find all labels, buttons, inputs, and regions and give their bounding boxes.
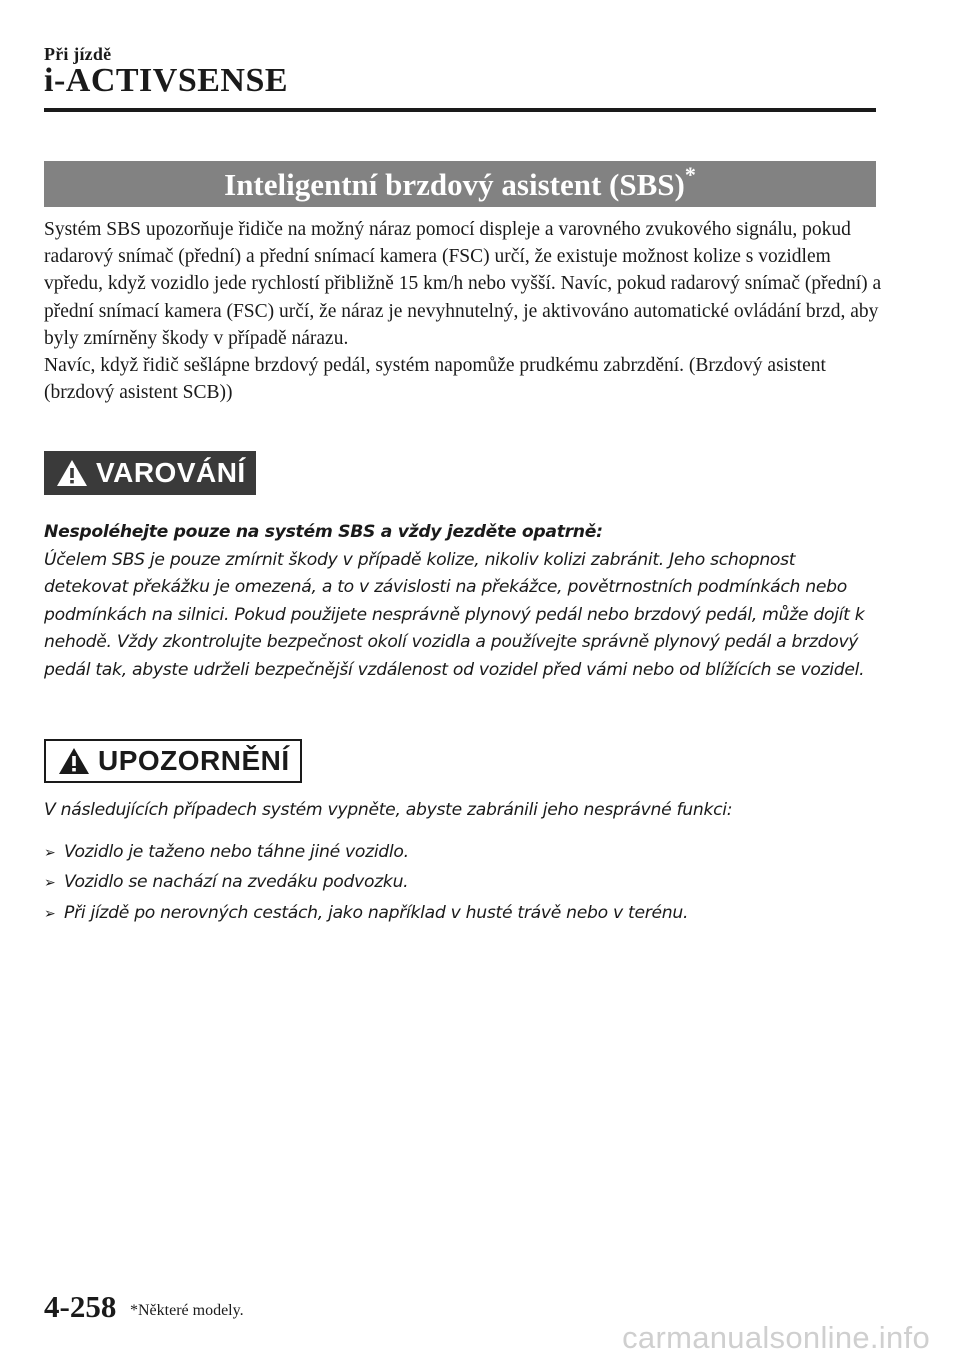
warning-label [44,451,256,495]
warning-heading: Nespoléhejte pouze na systém SBS a vždy jezděte opatrně: [44,522,603,542]
caution-label-text: UPOZORNĚNÍ [98,745,290,776]
page-number: 4-258 [44,1289,117,1324]
intro-paragraph-2: Navíc, když řidič sešlápne brzdový pedál, systém napomůže prudkému zabrzdění. (Brzdový asistent (brzdový asistent SCB)) [44,355,826,404]
arrow-bullet-icon: ➢ [44,875,56,891]
section-title-band [44,161,876,207]
intro-paragraph: Systém SBS upozorňuje řidiče na možný náraz pomocí displeje a varovného zvukového signálu, pokud radarový snímač (přední) a přední snímací kamera (FSC) určí, že existuje možnost kolize s vozidlem vpředu, když vozidlo jede rychlostí přibližně 15 km/h nebo vyšší. Navíc, pokud radarový snímač (přední) a přední snímací kamera (FSC) určí, že náraz je nevyhnutelný, je aktivováno automatické ovládání brzd, aby byly zmírněny škody v případě nárazu. [44,219,882,349]
caution-text [44,797,884,930]
watermark: carmanualsonline.info [622,1320,930,1355]
list-item: ➢ Vozidlo se nachází na zvedáku podvozku. [44,869,884,898]
page-title: i-ACTIVSENSE [44,62,289,99]
header-divider [44,108,876,112]
warning-triangle-icon [56,459,88,487]
arrow-bullet-icon: ➢ [44,905,56,922]
chapter-label: Při jízdě [44,44,112,64]
section-footnote-marker: * [684,161,696,187]
caution-label [44,739,302,783]
list-item: ➢ Vozidlo je taženo nebo táhne jiné vozidlo. [44,839,884,868]
caution-intro: V následujících případech systém vypněte, abyste zabránili jeho nesprávné funkci: [44,800,733,820]
footnote: *Některé modely. [130,1302,244,1319]
list-item: ➢ Při jízdě po nerovných cestách, jako například v husté trávě nebo v terénu. [44,900,884,929]
warning-text [44,519,884,684]
caution-list [44,839,884,929]
intro-text [44,216,884,406]
arrow-bullet-icon: ➢ [44,844,56,861]
section-title: Inteligentní brzdový asistent (SBS) [224,167,685,202]
warning-body: Účelem SBS je pouze zmírnit škody v případě kolize, nikoliv kolizi zabránit. Jeho schopnost detekovat překážku je omezená, a to v závislosti na překážce, povětrnostních podmínkách nebo podmínkách na silnici. Pokud použijete nesprávně plynový pedál nebo brzdový pedál, může dojít k nehodě. Vždy zkontrolujte bezpečnost okolí vozidla a používejte správně plynový pedál a brzdový pedál tak, abyste udrželi bezpečnější vzdálenost od vozidel před vámi nebo od blížících se vozidel. [44,549,865,680]
caution-triangle-icon [58,747,90,775]
warning-label-text: VAROVÁNÍ [96,457,246,488]
